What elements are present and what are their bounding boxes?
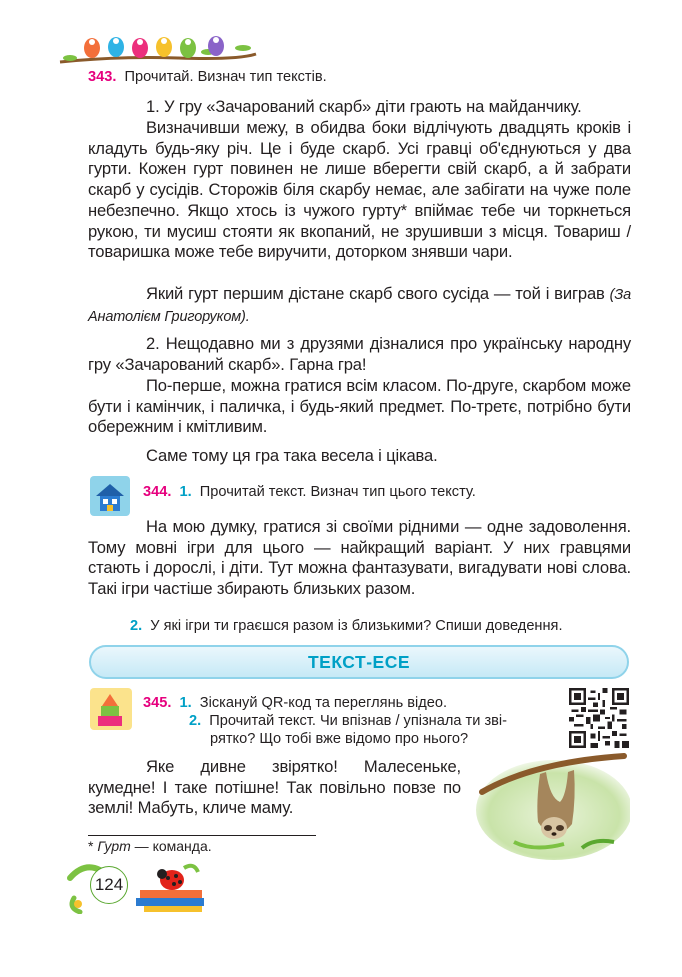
text2-paragraph-a: 2. Нещодавно ми з друзями дізналися про українську народну гру «Зачарований скарб». Гарна гра! [88,334,631,374]
task-344-subtask-2 [130,617,563,635]
text1-paragraph-a: Визначивши межу, в обидва боки відлічують двадцять кроків і кладуть будь-яку річ. Це і буде скарб. Усі гравці об'єднуються у два гурти. Кожен гурт повинен не лише вберегти свій скарб, а й забрати скарб у сусідів. Сторожів біля скарбу немає, але забігати на чуже поле небезпечно. Якщо хтось із чужого гурту* впіймає тебе чи торкнеться рукою, ти мусиш стояти як вкопаний, не зрушивши з місця. Товариш / товаришка може тебе виручити, доторком знявши чари. [88,118,631,262]
sloth-on-branch-illustration [474,752,630,860]
subtask-number: 2. [130,618,143,634]
task-344-header [143,483,476,501]
text1-paragraph-b: Який гурт першим дістане скарб свого сусіда — той і виграв (За Анатолієм Григоруком). [88,284,631,325]
task-number: 343. [88,69,117,85]
footnote-rule [88,835,316,836]
section-title: ТЕКСТ-ЕСЕ [307,652,410,672]
text1-first-line: 1. У гру «Зачарований скарб» діти грають на майданчику. [146,97,582,116]
task-343-header [88,68,327,86]
task-345-text: Яке дивне звірятко! Малесеньке, кумедне! І таке потішне! Так повільно повзе по землі! Мабуть, кличе маму. [88,757,461,818]
footnote-term: Гурт [97,838,131,854]
subtask-text-line2: рятко? Що тобі вже відомо про нього? [210,731,469,747]
subtask-number: 1. [179,484,192,500]
task-number: 345. [143,695,172,711]
task-instruction: Прочитай. Визнач тип текстів. [124,69,327,85]
subtask-text: У які ігри ти граєшся разом із близькими? Спиши доведення. [150,618,563,634]
subtask-text: Зіскануй QR-код та переглянь відео. [199,695,448,711]
section-banner [89,645,629,679]
task-345-subtask-2 [189,712,507,730]
ladybug-on-books-icon [64,858,214,914]
page-number: 124 [90,866,128,904]
birds-on-branch-icon [58,28,258,68]
subtask-number: 1. [179,695,192,711]
toy-blocks-icon [88,686,134,732]
house-icon [88,474,132,518]
text2-paragraph-c: Саме тому ця гра така весела і цікава. [146,446,438,465]
subtask-number: 2. [189,713,202,729]
subtask-text: Прочитай текст. Визнач тип цього тексту. [199,484,476,500]
text1-source: (За Анатолієм Григоруком). [88,287,631,325]
subtask-text-line1: Прочитай текст. Чи впізнав / упізнала ти зві- [209,713,507,729]
qr-code-icon[interactable] [569,688,629,748]
footnote: * Гурт — команда. [88,838,212,854]
task-344-text: На мою думку, гратися зі своїми рідними — одне задоволення. Тому мовні ігри для цього — найкращий варіант. У них гравцями стають і дорослі, і діти. Тут можна фантазувати, вигадувати нові слова. Такі ігри частіше збирають близьких разом. [88,517,631,599]
task-number: 344. [143,484,172,500]
task-345-header [143,694,447,712]
text2-paragraph-b: По-перше, можна гратися всім класом. По-друге, скарбом може бути і камінчик, і паличка, і будь-який предмет. По-третє, потрібно бути обережним і кмітливим. [88,376,631,437]
